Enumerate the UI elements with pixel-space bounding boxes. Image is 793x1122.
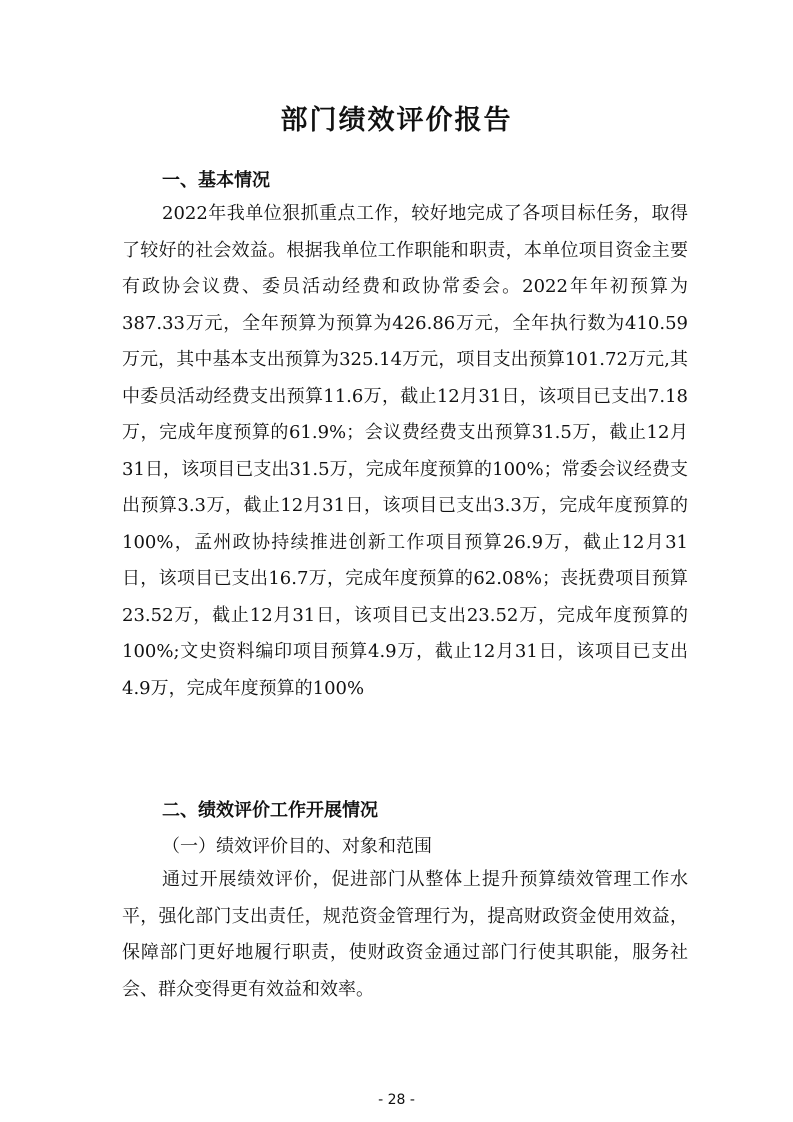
section2-heading: 二、绩效评价工作开展情况	[162, 800, 378, 821]
document-title: 部门绩效评价报告	[280, 105, 513, 136]
section2-paragraph: 通过开展绩效评价，促进部门从整体上提升预算绩效管理工作水平，强化部门支出责任，规范资金管理行为，提高财政资金使用效益，保障部门更好地履行职责，使财政资金通过部门行使其职能，服务社会、群众变得更有效益和效率。	[122, 869, 688, 1000]
section2-subheading: （一）绩效评价目的、对象和范围	[162, 836, 432, 857]
page-number: - 28 -	[378, 1092, 415, 1108]
section1-paragraph: 2022年我单位狠抓重点工作，较好地完成了各项目标任务，取得了较好的社会效益。根据我单位工作职能和职责，本单位项目资金主要有政协会议费、委员活动经费和政协常委会。2022年年初预算为387.33万元，全年预算为预算为426.86万元，全年执行数为410.59万元，其中基本支出预算为325.14万元，项目支出预算101.72万元,其中委员活动经费支出预算11.6万，截止12月31日，该项目已支出7.18万，完成年度预算的61.9%；会议费经费支出预算31.5万，截止12月31日，该项目已支出31.5万，完成年度预算的100%；常委会议经费支出预算3.3万，截止12月31日，该项目已支出3.3万，完成年度预算的100%，孟州政协持续推进创新工作项目预算26.9万，截止12月31日，该项目已支出16.7万，完成年度预算的62.08%；丧抚费项目预算23.52万，截止12月31日，该项目已支出23.52万，完成年度预算的100%;文史资料编印项目预算4.9万，截止12月31日，该项目已支出4.9万，完成年度预算的100%	[122, 203, 688, 699]
section1-heading: 一、基本情况	[162, 170, 270, 191]
